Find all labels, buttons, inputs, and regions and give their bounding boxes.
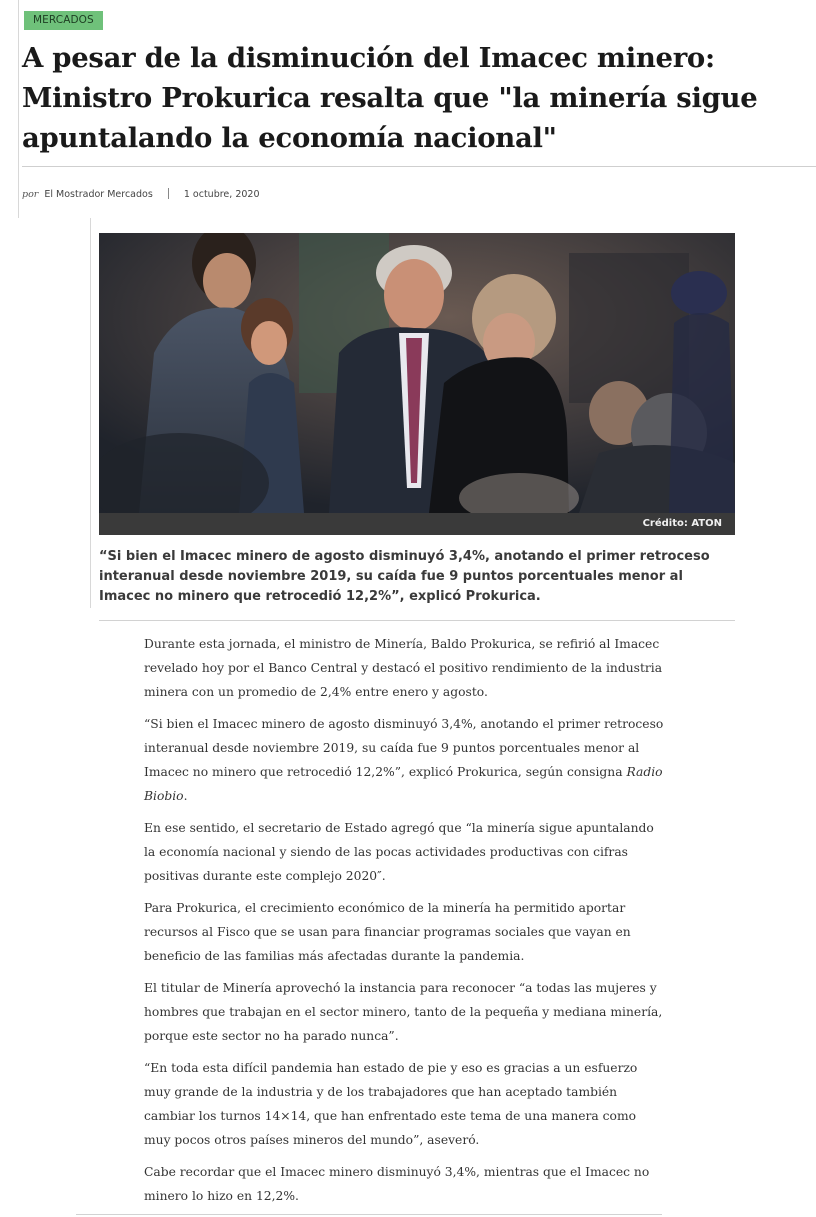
paragraph: En ese sentido, el secretario de Estado agregó que “la minería sigue apuntalando la economía nacional y siendo de las pocas actividades productivas con cifras positivas durante este complejo 2020″. — [144, 821, 654, 883]
category-badge[interactable]: MERCADOS — [24, 11, 103, 30]
article-photo — [99, 233, 735, 513]
photo-caption: “Si bien el Imacec minero de agosto disminuyó 3,4%, anotando el primer retroceso interanual desde noviembre 2019, su caída fue 9 puntos porcentuales menor al Imacec no minero que retrocedió 12,2%”, explicó Prokurica. — [99, 549, 710, 604]
left-border-top — [18, 0, 19, 218]
paragraph: Durante esta jornada, el ministro de Minería, Baldo Prokurica, se refirió al Imacec revelado hoy por el Banco Central y destacó el positivo rendimiento de la industria minera con un promedio de 2,4% entre enero y agosto. — [144, 637, 663, 699]
title-divider — [22, 166, 816, 167]
photo-credit-bar — [99, 513, 735, 535]
left-border-media — [90, 218, 91, 608]
photo-illustration — [99, 233, 735, 513]
publish-date: 1 octubre, 2020 — [183, 189, 260, 200]
author-link[interactable]: El Mostrador Mercados — [44, 189, 153, 200]
paragraph: El titular de Minería aprovechó la instancia para reconocer “a todas las mujeres y hombres que trabajan en el sector minero, tanto de la pequeña y mediana minería, porque este sector no ha parado nunca”. — [144, 981, 663, 1043]
paragraph: Para Prokurica, el crecimiento económico de la minería ha permitido aportar recursos al Fisco que se usan para financiar programas sociales que vayan en beneficio de las familias más afectadas durante la pandemia. — [144, 901, 631, 963]
byline — [22, 188, 260, 200]
paragraph: Cabe recordar que el Imacec minero disminuyó 3,4%, mientras que el Imacec no minero lo hizo en 12,2%. — [144, 1165, 650, 1203]
bottom-divider — [76, 1214, 662, 1215]
caption-divider — [99, 620, 735, 621]
paragraph: “En toda esta difícil pandemia han estado de pie y eso es gracias a un esfuerzo muy grande de la industria y de los trabajadores que han aceptado también cambiar los turnos 14×14, que han enfrentado este tema de una manera como muy pocos otros países mineros del mundo”, aseveró. — [144, 1061, 638, 1147]
paragraph — [144, 712, 664, 808]
paragraph-text: “Si bien el Imacec minero de agosto disminuyó 3,4%, anotando el primer retroceso interanual desde noviembre 2019, su caída fue 9 puntos porcentuales menor al Imacec no minero que retrocedió 12,2%”, explicó Prokurica, según consigna — [144, 717, 664, 779]
article-body — [144, 632, 664, 1216]
source-name: Radio Biobio — [144, 765, 663, 803]
byline-prefix: por — [22, 189, 39, 200]
byline-separator — [168, 188, 169, 199]
paragraph-end: . — [183, 789, 188, 803]
photo-credit: Crédito: ATON — [642, 518, 722, 529]
article-headline: A pesar de la disminución del Imacec minero: Ministro Prokurica resalta que "la minería sigue apuntalando la economía nacional" — [22, 42, 758, 154]
